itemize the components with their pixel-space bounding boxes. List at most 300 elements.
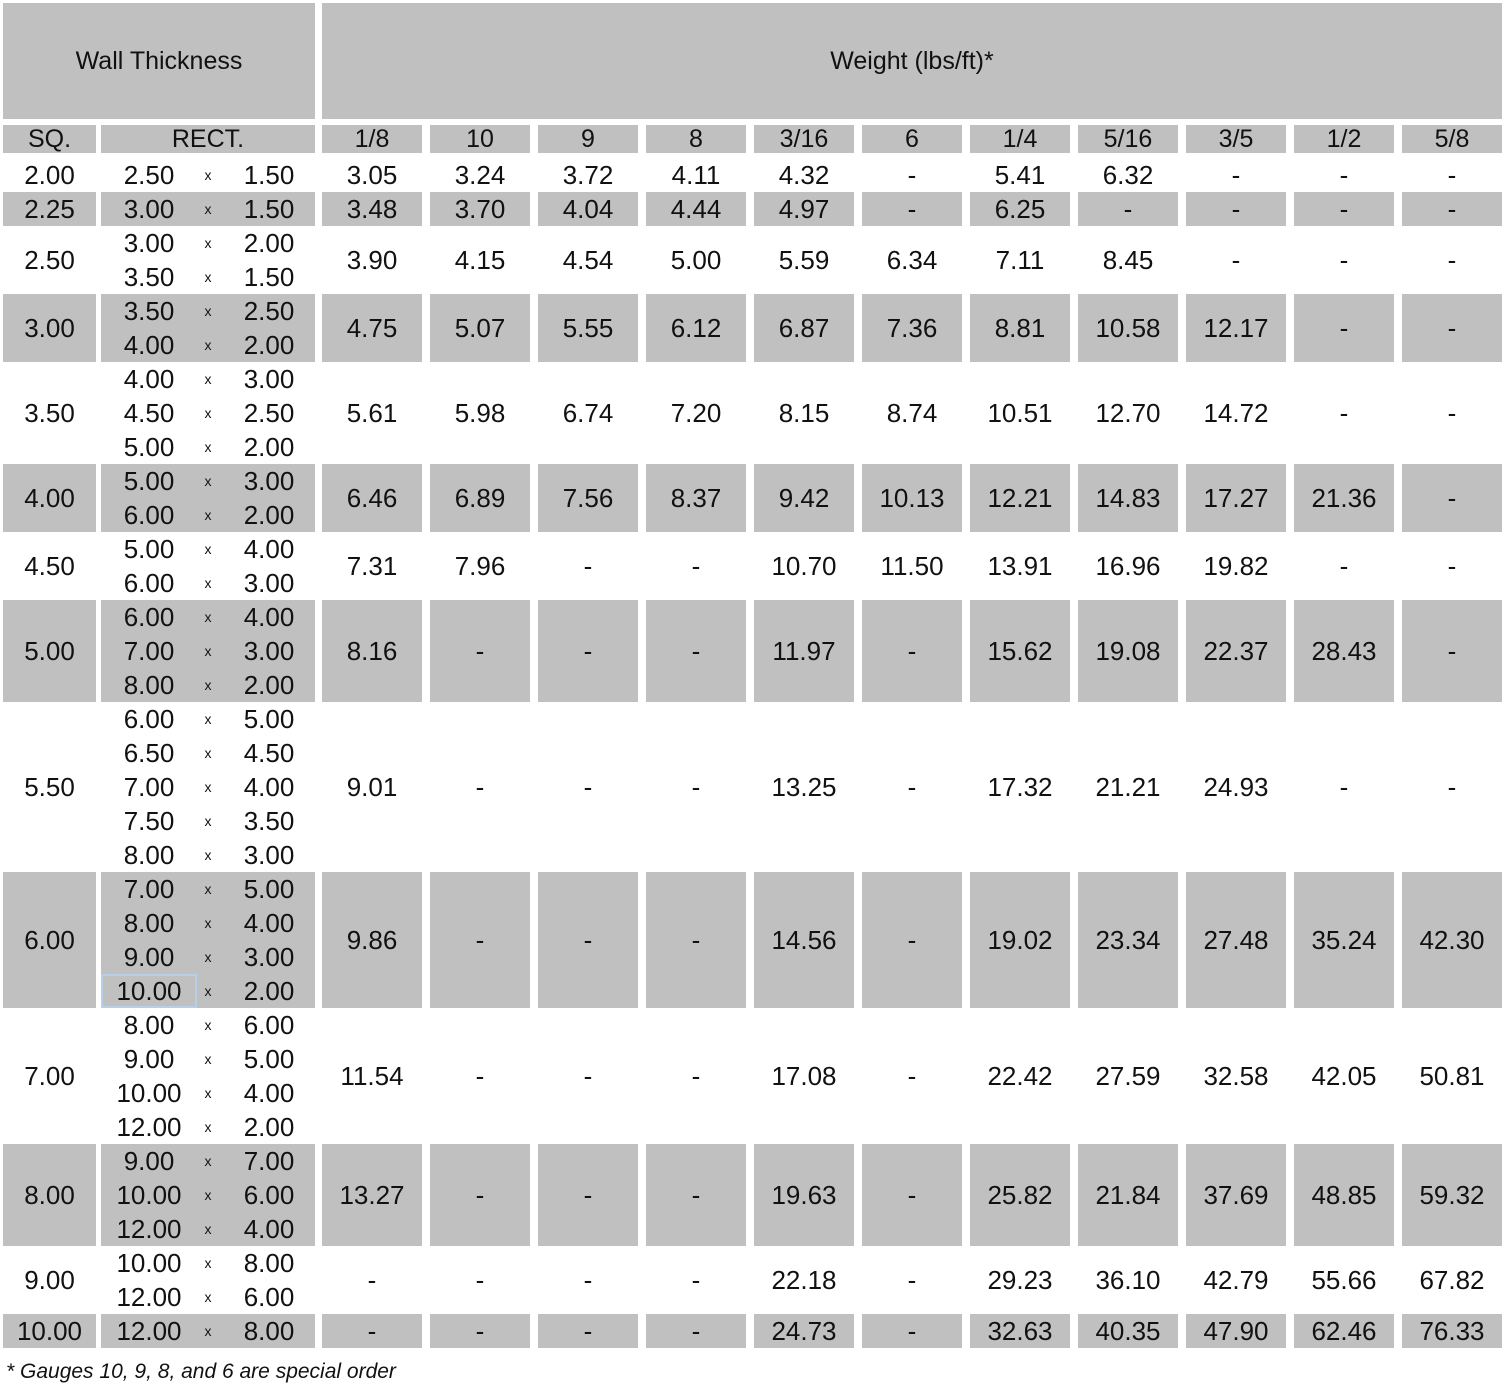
weight-cell: 7.20 [670,397,722,428]
weight-cell: - [1402,294,1502,362]
sq-cell: 10.00 [3,1314,96,1348]
weight-cell: - [862,1144,962,1246]
rect-dimension-b: 6.00 [243,1180,295,1210]
rect-times: x [204,1323,212,1339]
rect-times: x [204,541,212,557]
rect-dimension-b: 8.00 [243,1248,295,1278]
rect-dimension-a: 3.50 [123,262,175,292]
rect-cell [101,1314,315,1348]
weight-cell: 11.50 [880,550,944,581]
gauge-header: 1/8 [322,125,422,153]
rect-times: x [204,847,212,863]
rect-dimension-a: 9.00 [123,942,175,972]
weight-cell: - [538,1314,638,1348]
rect-times: x [204,1119,212,1135]
weight-cell: - [475,771,485,802]
rect-dimension-a: 3.00 [123,228,175,258]
rect-dimension-b: 2.50 [243,398,295,428]
rect-dimension-b: 4.00 [243,1214,295,1244]
weight-cell: - [862,600,962,702]
rect-dimension-a: 12.00 [116,1282,182,1312]
weight-cell: - [475,1264,485,1295]
rect-times: x [204,949,212,965]
gauge-header: 5/8 [1402,125,1502,153]
weight-cell: - [691,771,701,802]
weight-cell: 8.45 [1102,244,1154,275]
weight-cell: 13.25 [771,771,837,802]
weight-cell: 5.59 [778,244,830,275]
weight-cell: - [862,872,962,1008]
weight-cell: 5.00 [670,244,722,275]
rect-dimension-a: 6.50 [123,738,175,768]
rect-dimension-b: 1.50 [243,160,295,190]
weight-cell: 8.16 [322,600,422,702]
rect-times: x [204,1289,212,1305]
weight-cell: 6.25 [970,192,1070,226]
rect-dimension-b: 3.00 [243,840,295,870]
weight-cell: 5.61 [346,397,398,428]
rect-dimension-a: 10.00 [101,974,197,1008]
rect-dimension-b: 3.00 [243,568,295,598]
rect-cell [101,1008,315,1144]
weight-cell: 7.31 [346,550,398,581]
weight-cell: 35.24 [1294,872,1394,1008]
rect-dimension-b: 2.00 [243,432,295,462]
rect-times: x [204,507,212,523]
rect-times: x [204,303,212,319]
weight-cell: 4.11 [671,159,721,190]
weight-cell: 6.89 [430,464,530,532]
rect-dimension-a: 7.00 [123,874,175,904]
rect-cell [101,158,315,192]
rect-times: x [204,235,212,251]
rect-dimension-b: 4.00 [243,772,295,802]
weight-cell: 42.79 [1203,1264,1269,1295]
weight-cell: - [583,1060,593,1091]
weight-cell: - [1339,244,1349,275]
weight-cell: - [907,1264,917,1295]
rect-dimension-a: 6.00 [123,704,175,734]
rect-cell [101,1246,315,1314]
rect-times: x [204,1085,212,1101]
rect-dimension-a: 6.00 [123,500,175,530]
weight-cell: - [691,1060,701,1091]
sq-cell: 6.00 [3,872,96,1008]
rect-cell [101,362,315,464]
weight-cell: 12.21 [970,464,1070,532]
weight-cell: - [583,550,593,581]
weight-cell: - [691,1264,701,1295]
weight-cell: 22.18 [771,1264,837,1295]
weight-cell: 19.08 [1078,600,1178,702]
weight-cell: 5.98 [454,397,506,428]
weight-cell: - [1339,397,1349,428]
weight-cell: - [1339,550,1349,581]
weight-cell: 21.21 [1095,771,1161,802]
rect-cell [101,600,315,702]
rect-times: x [204,201,212,217]
sq-cell: 2.25 [3,192,96,226]
weight-cell: 14.83 [1078,464,1178,532]
rect-times: x [204,1255,212,1271]
rect-dimension-a: 2.50 [123,160,175,190]
sq-cell: 2.50 [24,244,75,275]
weight-cell: 7.11 [995,244,1045,275]
sq-cell: 4.50 [24,550,75,581]
weight-cell: - [583,1264,593,1295]
weight-cell: 4.44 [646,192,746,226]
rect-dimension-b: 3.00 [243,364,295,394]
weight-cell: 6.87 [754,294,854,362]
gauge-header: 5/16 [1078,125,1178,153]
weight-cell: 42.05 [1311,1060,1377,1091]
weight-cell: - [1447,771,1457,802]
weight-cell: - [1231,244,1241,275]
rect-cell [101,532,315,600]
weight-cell: 8.37 [646,464,746,532]
rect-dimension-a: 8.00 [123,1010,175,1040]
rect-dimension-b: 6.00 [243,1010,295,1040]
rect-dimension-a: 12.00 [116,1316,182,1346]
sq-cell: 5.50 [24,771,75,802]
weight-cell: 76.33 [1402,1314,1502,1348]
rect-times: x [204,269,212,285]
weight-cell: - [367,1264,377,1295]
weight-cell: 10.13 [862,464,962,532]
rect-times: x [204,167,212,183]
rect-times: x [204,643,212,659]
weight-cell: 4.75 [322,294,422,362]
weight-cell: 8.15 [778,397,830,428]
rect-times: x [204,881,212,897]
rect-dimension-b: 2.00 [243,1112,295,1142]
weight-cell: - [430,600,530,702]
rect-dimension-a: 4.50 [123,398,175,428]
rect-times: x [204,371,212,387]
weight-cell: - [475,1060,485,1091]
rect-dimension-b: 4.00 [243,534,295,564]
rect-dimension-b: 3.50 [243,806,295,836]
weight-cell: 11.97 [754,600,854,702]
weight-cell: 3.24 [454,159,506,190]
weight-cell: 67.82 [1419,1264,1485,1295]
sq-cell: 5.00 [3,600,96,702]
rect-times: x [204,1187,212,1203]
rect-dimension-b: 7.00 [243,1146,295,1176]
rect-cell [101,226,315,294]
rect-dimension-a: 6.00 [123,602,175,632]
weight-cell: 32.58 [1203,1060,1269,1091]
rect-dimension-a: 5.00 [123,432,175,462]
rect-times: x [204,813,212,829]
weight-cell: 5.07 [430,294,530,362]
weight-cell: 10.70 [771,550,837,581]
weight-cell: 40.35 [1078,1314,1178,1348]
weight-cell: - [1402,192,1502,226]
rect-times: x [204,779,212,795]
rect-dimension-b: 4.50 [243,738,295,768]
weight-cell: 22.42 [987,1060,1053,1091]
sq-cell: 7.00 [24,1060,75,1091]
weight-cell: 19.02 [970,872,1070,1008]
rect-dimension-a: 7.00 [123,772,175,802]
rect-dimension-b: 2.00 [243,670,295,700]
weight-cell: - [646,1144,746,1246]
weight-cell: - [1339,771,1349,802]
weight-cell: 24.73 [754,1314,854,1348]
rect-times: x [204,575,212,591]
rect-dimension-a: 6.00 [123,568,175,598]
weight-cell: 4.54 [562,244,614,275]
rect-dimension-a: 10.00 [116,1180,182,1210]
rect-dimension-a: 5.00 [123,534,175,564]
weight-cell: - [1294,192,1394,226]
weight-cell: 11.54 [340,1060,404,1091]
rect-dimension-b: 2.50 [243,296,295,326]
rect-dimension-a: 10.00 [116,1078,182,1108]
weight-cell: - [1447,397,1457,428]
weight-cell: 6.74 [562,397,614,428]
weight-cell: 17.32 [987,771,1053,802]
weight-cell: - [1231,159,1241,190]
rect-dimension-b: 3.00 [243,466,295,496]
rect-times: x [204,915,212,931]
rect-times: x [204,609,212,625]
rect-dimension-a: 8.00 [123,840,175,870]
rect-times: x [204,1153,212,1169]
weight-cell: 27.48 [1186,872,1286,1008]
rect-cell [101,872,315,1008]
weight-cell: 32.63 [970,1314,1070,1348]
weight-cell: 28.43 [1294,600,1394,702]
weight-cell: 21.36 [1294,464,1394,532]
weight-cell: 5.55 [538,294,638,362]
rect-cell [101,294,315,362]
rect-dimension-b: 5.00 [243,1044,295,1074]
weight-cell: 21.84 [1078,1144,1178,1246]
weight-cell: - [322,1314,422,1348]
weight-cell: - [1402,600,1502,702]
rect-times: x [204,1051,212,1067]
weight-cell: - [430,1314,530,1348]
weight-cell: 15.62 [970,600,1070,702]
rect-times: x [204,983,212,999]
weight-cell: 47.90 [1186,1314,1286,1348]
weight-cell: - [1447,244,1457,275]
gauge-header: 6 [862,125,962,153]
rect-times: x [204,405,212,421]
header-wall-thickness: Wall Thickness [3,3,315,119]
weight-cell: - [538,600,638,702]
weight-cell: - [646,872,746,1008]
rect-dimension-b: 1.50 [243,262,295,292]
rect-dimension-b: 8.00 [243,1316,295,1346]
weight-cell: 13.27 [322,1144,422,1246]
weight-cell: 7.96 [454,550,506,581]
rect-times: x [204,677,212,693]
rect-dimension-a: 8.00 [123,908,175,938]
rect-dimension-b: 4.00 [243,1078,295,1108]
rect-dimension-a: 7.50 [123,806,175,836]
weight-cell: 4.04 [538,192,638,226]
weight-cell: - [430,1144,530,1246]
rect-times: x [204,473,212,489]
weight-cell: - [538,872,638,1008]
rect-dimension-a: 3.00 [123,194,175,224]
rect-dimension-a: 12.00 [116,1214,182,1244]
rect-dimension-b: 3.00 [243,942,295,972]
weight-cell: 3.05 [346,159,398,190]
weight-cell: - [430,872,530,1008]
weight-cell: 23.34 [1078,872,1178,1008]
footnote: * Gauges 10, 9, 8, and 6 are special order [6,1360,396,1383]
weight-cell: - [646,600,746,702]
rect-dimension-b: 4.00 [243,908,295,938]
rect-times: x [204,337,212,353]
weight-cell: 19.82 [1203,550,1269,581]
gauge-header: 3/16 [754,125,854,153]
rect-dimension-a: 9.00 [123,1044,175,1074]
weight-cell: - [583,771,593,802]
weight-cell: 62.46 [1294,1314,1394,1348]
rect-dimension-b: 5.00 [243,704,295,734]
rect-dimension-a: 10.00 [116,1248,182,1278]
rect-cell [101,702,315,872]
weight-cell: - [907,771,917,802]
rect-times: x [204,745,212,761]
weight-cell: 42.30 [1402,872,1502,1008]
rect-times: x [204,711,212,727]
weight-cell: 3.90 [346,244,398,275]
weight-cell: 4.97 [754,192,854,226]
gauge-header: 10 [430,125,530,153]
weight-cell: 14.72 [1203,397,1269,428]
gauge-header: 1/4 [970,125,1070,153]
gauge-header: 1/2 [1294,125,1394,153]
weight-cell: 10.51 [987,397,1053,428]
weight-cell: 36.10 [1095,1264,1161,1295]
weight-cell: 4.32 [778,159,830,190]
header-sq: SQ. [3,125,96,153]
rect-dimension-b: 2.00 [243,976,295,1006]
weight-cell: - [1078,192,1178,226]
rect-dimension-a: 8.00 [123,670,175,700]
weight-cell: 17.08 [771,1060,837,1091]
rect-dimension-a: 7.00 [123,636,175,666]
weight-cell: 8.74 [886,397,938,428]
weight-cell: - [1339,159,1349,190]
header-rect: RECT. [101,125,315,153]
weight-cell: 37.69 [1186,1144,1286,1246]
weight-cell: 13.91 [987,550,1053,581]
weight-cell: - [1294,294,1394,362]
rect-dimension-b: 4.00 [243,602,295,632]
weight-cell: - [1447,550,1457,581]
weight-cell: 14.56 [754,872,854,1008]
gauge-header: 9 [538,125,638,153]
weight-cell: 55.66 [1311,1264,1377,1295]
rect-dimension-a: 3.50 [123,296,175,326]
header-weight: Weight (lbs/ft)* [322,3,1502,119]
sq-cell: 9.00 [24,1264,75,1295]
weight-cell: - [1447,159,1457,190]
weight-cell: 17.27 [1186,464,1286,532]
rect-dimension-b: 2.00 [243,330,295,360]
weight-cell: - [862,192,962,226]
weight-cell: 6.34 [886,244,938,275]
rect-times: x [204,1017,212,1033]
sq-cell: 8.00 [3,1144,96,1246]
weight-cell: - [862,1314,962,1348]
rect-dimension-b: 3.00 [243,636,295,666]
sq-cell: 2.00 [24,159,75,190]
gauge-header: 3/5 [1186,125,1286,153]
weight-cell: 7.36 [862,294,962,362]
weight-cell: 27.59 [1095,1060,1161,1091]
weight-cell: 4.15 [454,244,506,275]
sq-cell: 3.50 [24,397,75,428]
weight-cell: 25.82 [970,1144,1070,1246]
weight-cell: 6.12 [646,294,746,362]
rect-dimension-b: 1.50 [243,194,295,224]
weight-cell: 9.42 [754,464,854,532]
rect-times: x [204,1221,212,1237]
weight-cell: - [646,1314,746,1348]
rect-dimension-a: 9.00 [123,1146,175,1176]
weight-cell: 9.86 [322,872,422,1008]
weight-cell: 16.96 [1095,550,1161,581]
weight-cell: 12.70 [1095,397,1161,428]
weight-cell: - [907,159,917,190]
gauge-header: 8 [646,125,746,153]
weight-cell: - [907,1060,917,1091]
rect-dimension-b: 2.00 [243,500,295,530]
weight-cell: 9.01 [346,771,398,802]
weight-cell: 3.72 [562,159,614,190]
weight-cell: 10.58 [1078,294,1178,362]
weight-cell: 59.32 [1402,1144,1502,1246]
weight-cell: 6.32 [1102,159,1154,190]
weight-cell: 24.93 [1203,771,1269,802]
weight-cell: - [1402,464,1502,532]
rect-cell [101,192,315,226]
weight-cell: - [691,550,701,581]
rect-cell [101,464,315,532]
weight-cell: 29.23 [987,1264,1053,1295]
weight-cell: - [538,1144,638,1246]
weight-cell: 3.48 [322,192,422,226]
rect-times: x [204,439,212,455]
rect-dimension-a: 4.00 [123,330,175,360]
sq-cell: 3.00 [3,294,96,362]
rect-dimension-b: 5.00 [243,874,295,904]
weight-cell: 6.46 [322,464,422,532]
weight-cell: 5.41 [994,159,1046,190]
rect-dimension-b: 2.00 [243,228,295,258]
weight-cell: 7.56 [538,464,638,532]
rect-dimension-a: 12.00 [116,1112,182,1142]
weight-cell: - [1186,192,1286,226]
rect-cell [101,1144,315,1246]
weight-cell: 19.63 [754,1144,854,1246]
rect-dimension-a: 4.00 [123,364,175,394]
weight-cell: 48.85 [1294,1144,1394,1246]
weight-cell: 12.17 [1186,294,1286,362]
rect-dimension-b: 6.00 [243,1282,295,1312]
weight-cell: 50.81 [1419,1060,1485,1091]
rect-dimension-a: 5.00 [123,466,175,496]
sq-cell: 4.00 [3,464,96,532]
